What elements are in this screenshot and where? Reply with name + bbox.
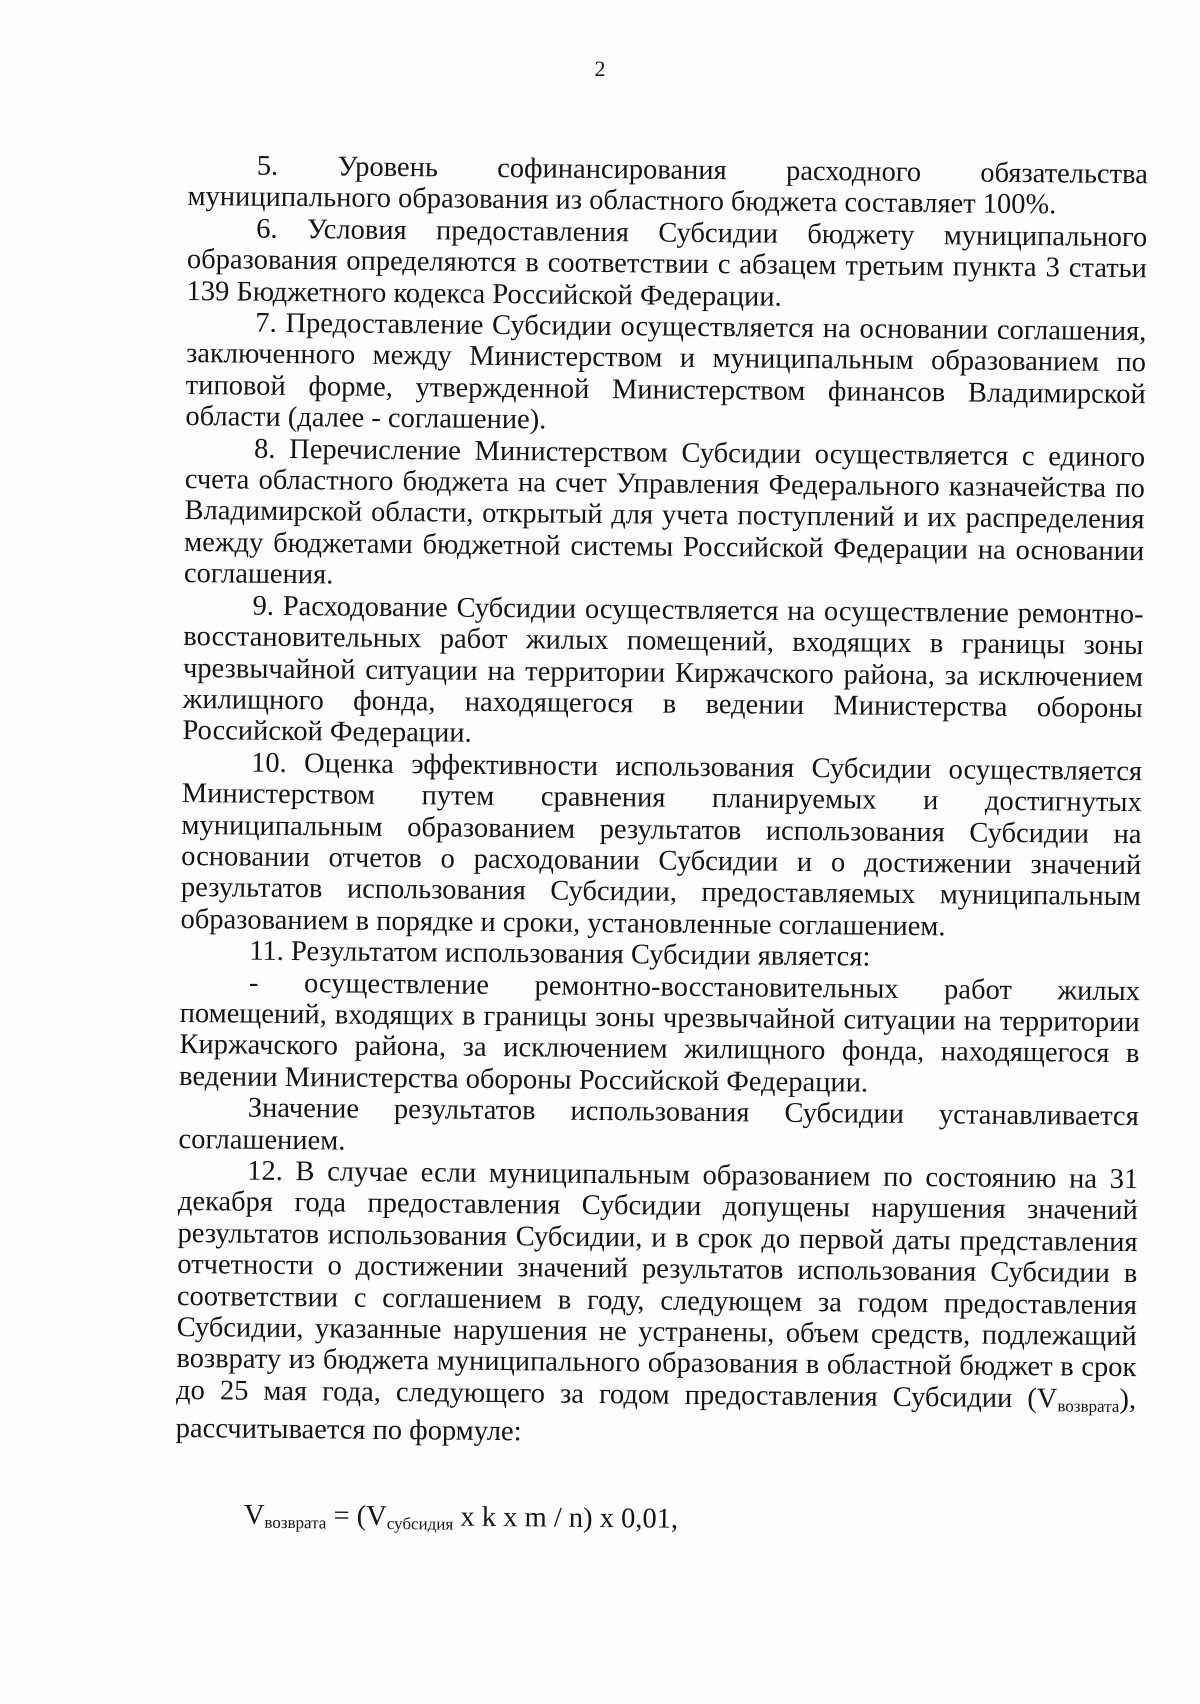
paragraph-9: 9. Расходование Субсидии осуществляется на осуществление ремонтно-восстановительных работ жилых помещений, входящих в границы зоны чрезвычайной ситуации на территории Киржачского района, за исключением жилищного фонда, находящегося в ведении Министерства обороны Российской Федерации.: [182, 590, 1144, 750]
formula-lhs-subscript: возврата: [264, 1512, 327, 1533]
paragraph-8: 8. Перечисление Министерством Субсидии осуществляется с единого счета областного бюджета на счет Управления Федерального казначейства по Владимирской области, открытый для учета поступлений и их распределения между бюджетами бюджетной системы Российской Федерации на основании соглашения.: [183, 433, 1146, 591]
paragraph-12-tail: ), рассчитывается по формуле:: [175, 1383, 1137, 1448]
paragraph-7: 7. Предоставление Субсидии осуществляется на основании соглашения, заключенного между Министерством и муниципальным образованием по типовой форме, утвержденной Министерством финансов Владимирской области (далее - соглашение).: [185, 307, 1147, 436]
formula-lhs: V: [243, 1499, 265, 1531]
paragraph-12-subscript: возврата: [1057, 1396, 1120, 1416]
paragraph-10: 10. Оценка эффективности использования Субсидии осуществляется Министерством путем сравнения планируемых и достигнутых муниципальным образованием результатов использования Субсидии на основании отчетов о расходовании Субсидии и о достижении значений результатов использования Субсидии, предоставляемых муниципальным образованием в порядке и сроки, установленные соглашением.: [180, 747, 1143, 943]
return-formula: [244, 1499, 1135, 1547]
page-number: 2: [594, 56, 606, 81]
paragraph-5: 5. Уровень софинансирования расходного обязательства муниципального образования из областного бюджета составляет 100%.: [187, 150, 1148, 221]
formula-rest: x k x m / n) x 0,01,: [453, 1501, 679, 1535]
paragraph-12: [176, 1155, 1139, 1454]
paragraph-6: 6. Условия предоставления Субсидии бюджету муниципального образования определяются в соответствии с абзацем третьим пункта 3 статьи 139 Бюджетного кодекса Российской Федерации.: [186, 213, 1148, 313]
formula-eq-open: = (V: [326, 1500, 387, 1532]
paragraph-11-value: Значение результатов использования Субсидии устанавливается соглашением.: [178, 1092, 1139, 1157]
paragraph-12-text: 12. В случае если муниципальным образованием по состоянию на 31 декабря года предоставления Субсидии допущены нарушения значений результатов использования Субсидии, и в срок до первой даты представления отчетности о достижении значений результатов использования Субсидии в соответствии с соглашением в году, следующем за годом предоставления Субсидии, указанные нарушения не устранены, объем средств, подлежащий возврату из бюджета муниципального образования в областной бюджет в срок до 25 мая года, следующего за годом предоставления Субсидии (V: [175, 1155, 1139, 1415]
paragraph-11-item: - осуществление ремонтно-восстановительных работ жилых помещений, входящих в границы зоны чрезвычайной ситуации на территории Киржачского района, за исключением жилищного фонда, находящегося в ведении Министерства обороны Российской Федерации.: [178, 967, 1141, 1099]
formula-inner-subscript: субсидия: [386, 1513, 454, 1534]
paragraph-11: 11. Результатом использования Субсидии является:: [249, 935, 871, 973]
document-body: [175, 150, 1148, 1547]
